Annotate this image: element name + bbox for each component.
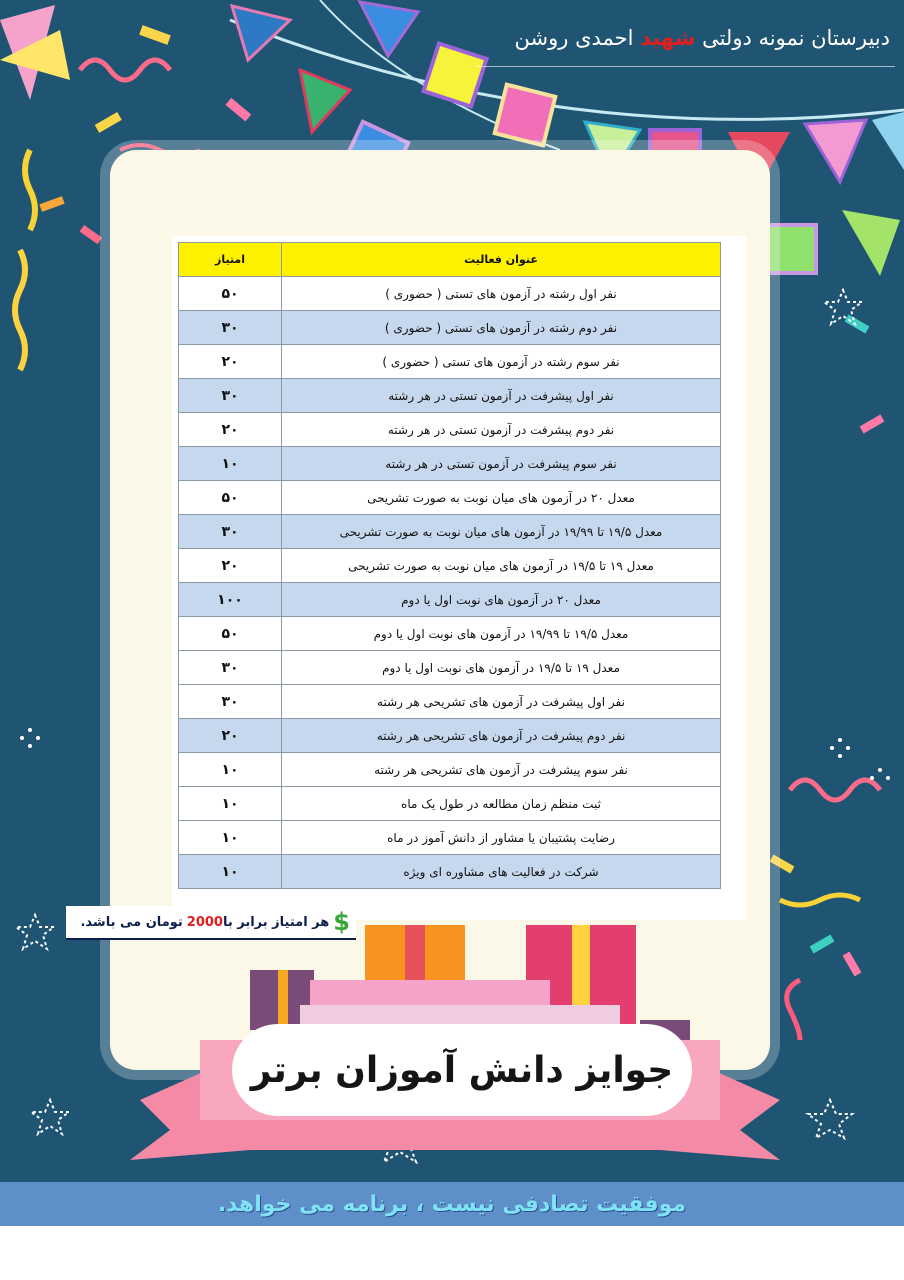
activity-title: نفر سوم پیشرفت در آزمون تستی در هر رشته — [282, 447, 721, 481]
table-row — [179, 413, 721, 447]
school-title-part1: دبیرستان نمونه دولتی — [702, 26, 890, 50]
table-row — [179, 617, 721, 651]
table-row — [179, 719, 721, 753]
motto-text: موفقیت تصادفی نیست ، برنامه می خواهد. — [217, 1191, 687, 1217]
note-prefix: هر امتیاز برابر با — [222, 914, 330, 930]
activity-score: ۵۰ — [179, 277, 282, 311]
activity-score: ۲۰ — [179, 345, 282, 379]
activity-score: ۳۰ — [179, 685, 282, 719]
column-header-title: عنوان فعالیت — [282, 243, 721, 277]
table-row — [179, 277, 721, 311]
activity-score: ۱۰ — [179, 753, 282, 787]
title-underline — [475, 66, 895, 67]
table-row — [179, 515, 721, 549]
activity-title: نفر دوم رشته در آزمون های تستی ( حضوری ) — [282, 311, 721, 345]
activity-title: شرکت در فعالیت های مشاوره ای ویژه — [282, 855, 721, 889]
activity-score: ۲۰ — [179, 413, 282, 447]
activity-title: نفر سوم پیشرفت در آزمون های تشریحی هر رشته — [282, 753, 721, 787]
activity-title: معدل ۱۹ تا ۱۹/۵ در آزمون های نوبت اول یا دوم — [282, 651, 721, 685]
activity-score: ۵۰ — [179, 617, 282, 651]
activity-score: ۱۰ — [179, 447, 282, 481]
activity-title: نفر دوم پیشرفت در آزمون های تشریحی هر رشته — [282, 719, 721, 753]
activity-title: معدل ۱۹/۵ تا ۱۹/۹۹ در آزمون های میان نوبت به صورت تشریحی — [282, 515, 721, 549]
table-row — [179, 583, 721, 617]
activity-score: ۱۰ — [179, 787, 282, 821]
activity-score: ۳۰ — [179, 515, 282, 549]
activity-title: نفر اول پیشرفت در آزمون تستی در هر رشته — [282, 379, 721, 413]
activity-title: نفر اول رشته در آزمون های تستی ( حضوری ) — [282, 277, 721, 311]
bottom-margin — [0, 1226, 904, 1280]
note-amount: 2000 — [186, 914, 223, 930]
table-row — [179, 549, 721, 583]
school-title-part2: احمدی روشن — [514, 26, 634, 50]
activity-title: معدل ۱۹ تا ۱۹/۵ در آزمون های میان نوبت به صورت تشریحی — [282, 549, 721, 583]
activity-score: ۳۰ — [179, 651, 282, 685]
activity-score: ۳۰ — [179, 379, 282, 413]
activity-title: معدل ۲۰ در آزمون های نوبت اول یا دوم — [282, 583, 721, 617]
activity-title: نفر دوم پیشرفت در آزمون تستی در هر رشته — [282, 413, 721, 447]
activity-score: ۵۰ — [179, 481, 282, 515]
activity-score: ۳۰ — [179, 311, 282, 345]
activity-score: ۲۰ — [179, 719, 282, 753]
dollar-icon: $ — [333, 908, 350, 936]
table-row — [179, 685, 721, 719]
table-row — [179, 855, 721, 889]
table-row — [179, 787, 721, 821]
awards-banner-title: جوایز دانش آموزان برتر — [232, 1024, 692, 1116]
activity-title: رضایت پشتیبان یا مشاور از دانش آموز در ماه — [282, 821, 721, 855]
activity-score: ۱۰ — [179, 855, 282, 889]
table-header-row — [179, 243, 721, 277]
point-value-note — [66, 906, 356, 940]
table-row — [179, 651, 721, 685]
activity-title: معدل ۱۹/۵ تا ۱۹/۹۹ در آزمون های نوبت اول یا دوم — [282, 617, 721, 651]
activity-score: ۱۰۰ — [179, 583, 282, 617]
scores-table — [178, 242, 721, 889]
column-header-score: امتیاز — [179, 243, 282, 277]
note-suffix: تومان می باشد. — [80, 914, 183, 930]
activity-title: نفر اول پیشرفت در آزمون های تشریحی هر رشته — [282, 685, 721, 719]
table-row — [179, 481, 721, 515]
activity-score: ۱۰ — [179, 821, 282, 855]
table-row — [179, 311, 721, 345]
school-title — [515, 26, 890, 50]
activity-title: ثبت منظم زمان مطالعه در طول یک ماه — [282, 787, 721, 821]
table-row — [179, 753, 721, 787]
activity-score: ۲۰ — [179, 549, 282, 583]
school-title-highlight: شهید — [640, 26, 696, 50]
table-row — [179, 345, 721, 379]
activity-title: نفر سوم رشته در آزمون های تستی ( حضوری ) — [282, 345, 721, 379]
table-row — [179, 821, 721, 855]
activity-title: معدل ۲۰ در آزمون های میان نوبت به صورت تشریحی — [282, 481, 721, 515]
table-row — [179, 447, 721, 481]
table-row — [179, 379, 721, 413]
